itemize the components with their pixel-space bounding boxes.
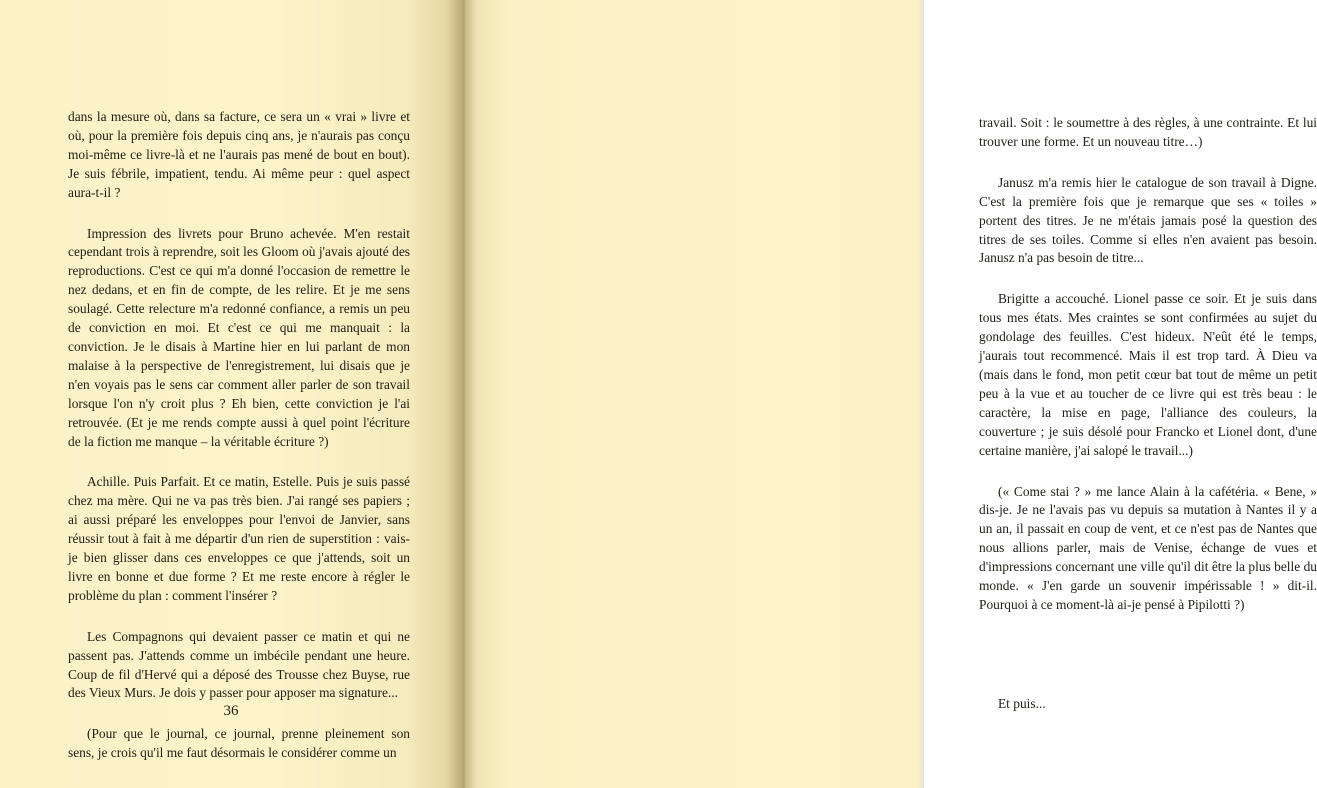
paragraph: (Pour que le journal, ce journal, prenne pleinement son sens, je crois qu'il me faut désormais le considérer comme un — [68, 726, 410, 761]
left-page-text — [68, 108, 410, 763]
paragraph: Brigitte a accouché. Lionel passe ce soir. Et je suis dans tous mes états. Mes craintes se sont confirmées au sujet du gondolage des feuilles. C'est hideux. N'eût été le temps, j'aurais tout recommencé. Mais il est trop tard. À Dieu va (mais dans le fond, mon petit cœur bat tout de même un petit peu à la vue et au toucher de ce livre qui est très beau : le caractère, la mise en page, l'alliance des couleurs, la couverture ; je suis désolé pour Francko et Lionel dont, d'une certaine manière, j'ai salopé le travail...) — [979, 291, 1317, 458]
paragraph: travail. Soit : le soumettre à des règles, à une contrainte. Et lui trouver une forme. Et un nouveau titre…) — [979, 115, 1317, 149]
paragraph: Les Compagnons qui devaient passer ce matin et qui ne passent pas. J'attends comme un imbécile pendant une heure. Coup de fil d'Hervé qui a déposé des Trousse chez Buyse, rue des Vieux Murs. Je dois y passer pour apposer ma signature... — [68, 628, 410, 701]
paragraph: Et puis... — [998, 695, 1046, 711]
paragraph-gap — [68, 203, 410, 225]
paragraph-gap — [68, 606, 410, 628]
paragraph: Achille. Puis Parfait. Et ce matin, Estelle. Puis je suis passé chez ma mère. Qui ne va pas très bien. J'ai rangé ses papiers ; ai aussi préparé les enveloppes pour l'envoi de Janvier, sans réussir tout à fait à me départir d'un rien de superstition : vais-je bien glisser dans ces enveloppes ce que j'attends, soit un livre en bonne et due forme ? Et me reste encore à régler le problème du plan : comment l'insérer ? — [68, 474, 410, 603]
page-edge — [916, 0, 924, 788]
page-number: 36 — [223, 703, 239, 719]
left-page — [0, 0, 462, 788]
paragraph: (« Come stai ? » me lance Alain à la cafétéria. « Bene, » dis-je. Je ne l'avais pas vu depuis sa mutation à Nantes il y a un an, il passait en coup de vent, et ce n'est pas de Nantes que nous allions parler, mais de Venise, échange de vues et d'impressions concernant une ville qu'il dit être la plus belle du monde. « J'en garde un souvenir impérissable ! » dit-il. Pourquoi à ce moment-là ai-je pensé à Pipilotti ?) — [979, 483, 1317, 612]
right-page — [462, 0, 1317, 788]
paragraph-gap — [68, 451, 410, 473]
paragraph: dans la mesure où, dans sa facture, ce sera un « vrai » livre et où, pour la première fois depuis cinq ans, je n'aurais pas conçu moi-même ce livre-là et ne l'aurais pas mené de bout en bout). Je suis fébrile, impatient, tendu. Ai même peur : quel aspect aura-t-il ? — [68, 109, 410, 200]
paragraph-gap — [979, 461, 1317, 483]
paragraph-gap — [979, 152, 1317, 174]
paragraph-gap — [979, 268, 1317, 290]
paragraph-gap — [979, 615, 1317, 695]
paragraph: Impression des livrets pour Bruno achevée. M'en restait cependant trois à reprendre, soit les Gloom où j'avais ajouté des reproductions. C'est ce qui m'a donné l'occasion de remettre le nez dedans, et en fin de compte, de les relire. Et je me sens soulagé. Cette relecture m'a redonné confiance, a remis un peu de conviction en moi. Et c'est ce qui me manquait : la conviction. Je le disais à Martine hier en lui parlant de mon malaise à la perspective de l'enregistrement, lui disais que je n'en voyais pas le sens car comment aller parler de son travail lorsque l'on n'y croit plus ? Eh bien, cette conviction je l'ai retrouvée. (Et je me rends compte aussi à quel point l'écriture de la fiction me manque – la véritable écriture ?) — [68, 225, 410, 449]
right-page-text — [979, 114, 1317, 714]
paragraph: Janusz m'a remis hier le catalogue de son travail à Digne. C'est la première fois que je remarque que ses « toiles » portent des titres. Je ne m'étais jamais posé la question des titres de ses toiles. Comme si elles n'en avaient pas besoin. Janusz n'a pas besoin de titre... — [979, 174, 1317, 266]
